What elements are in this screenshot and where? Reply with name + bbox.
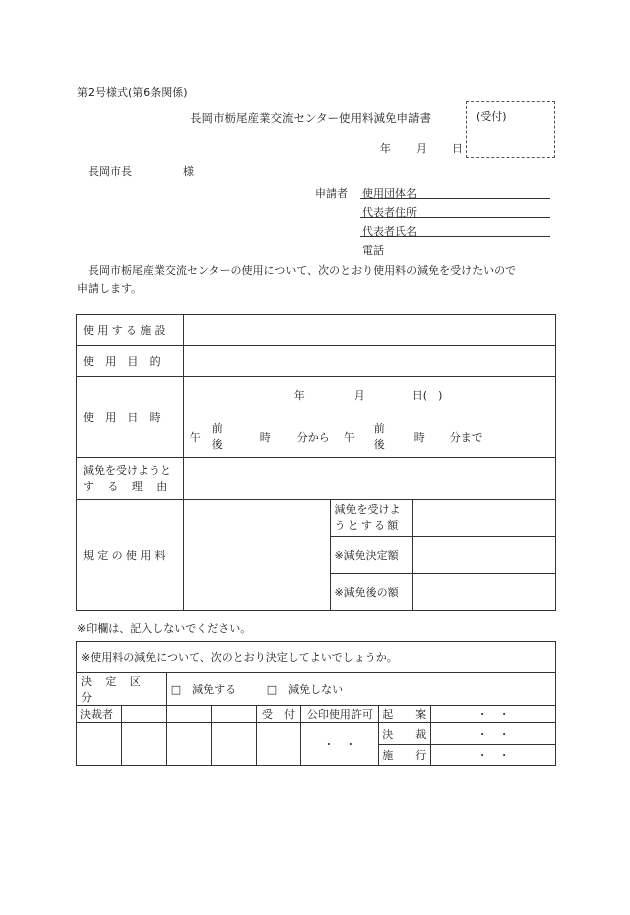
requested-amount-line2: うとする額 [334,519,401,532]
applicant-rep-name: 代表者氏名 [362,225,417,238]
dt-month: 月 [353,389,365,402]
kian-date: ・ ・ [431,706,556,723]
requested-amount-value [413,500,556,537]
address-underline [360,217,550,218]
org-name-underline [360,198,550,199]
fee-label: 規定の使用料 [77,500,184,611]
from-mae: 前 [211,422,223,435]
note-text: ※印欄は、記入しないでください。 [77,622,252,635]
application-table [76,314,556,611]
from-hour: 時 [259,431,271,444]
reason-value [183,458,555,500]
kessai-date: ・ ・ [431,723,556,745]
kian-label: 起 案 [379,706,431,723]
facility-value [183,315,555,346]
receipt-label-cell: 受 付 [256,706,301,723]
option-deny[interactable]: □ 減免しない [266,683,344,696]
intro-text-line2: 申請します。 [77,282,143,295]
rep-name-underline [360,236,550,237]
purpose-label: 使 用 目 的 [77,346,184,377]
datetime-value [183,377,555,458]
approver-stamp-2 [121,723,166,766]
form-number: 第2号様式(第6条関係) [77,86,188,99]
form-title: 長岡市栃尾産業交流センター使用料減免申請書 [190,111,432,125]
facility-label: 使用する施設 [77,315,184,346]
seal-permit-date: ・ ・ [301,723,379,766]
reason-label-line2: す る 理 由 [83,479,173,493]
decided-amount-label: ※減免決定額 [331,537,413,574]
date-day: 日 [452,142,463,155]
after-amount-label: ※減免後の額 [331,574,413,611]
kessai-label: 決 裁 [379,723,431,745]
to-ato: 後 [373,438,385,451]
option-grant[interactable]: □ 減免する [170,683,237,696]
approver-header-4 [211,706,256,723]
decision-options [166,673,555,706]
approver-stamp-1 [77,723,122,766]
fee-value [183,500,331,611]
approver-label: 決裁者 [77,706,122,723]
intro-text-line1: 長岡市栃尾産業交流センターの使用について、次のとおり使用料の減免を受けたいので [88,264,517,277]
receipt-label: (受付) [476,110,507,123]
date-year: 年 [380,142,391,155]
from-minute: 分から [296,431,330,444]
requested-amount-line1: 減免を受けよ [334,503,401,516]
seal-permit-label: 公印使用許可 [301,706,379,723]
approver-stamp-4 [211,723,256,766]
requested-amount-label [331,500,413,537]
datetime-label: 使 用 日 時 [77,377,184,458]
decided-amount-value [413,537,556,574]
reason-label-line1: 減免を受けようと [83,463,171,477]
to-hour: 時 [413,431,425,444]
decision-header: ※使用料の減免について、次のとおり決定してよいでしょうか。 [77,642,556,673]
applicant-phone: 電話 [362,244,384,257]
approver-header-2 [121,706,166,723]
decision-type-label: 決 定 区 分 [77,673,167,706]
decision-table [76,641,556,766]
purpose-value [183,346,555,377]
addressee-honorific: 様 [183,165,194,178]
date-month: 月 [416,142,427,155]
shiko-date: ・ ・ [431,745,556,766]
receipt-stamp [256,723,301,766]
applicant-label: 申請者 [315,187,348,200]
receipt-box [466,101,555,158]
shiko-label: 施 行 [379,745,431,766]
from-gozen: 午 [189,431,201,444]
dt-year: 年 [293,389,305,402]
to-minute: 分まで [449,431,483,444]
dt-day: 日( ) [411,389,443,402]
applicant-address: 代表者住所 [362,206,417,219]
after-amount-value [413,574,556,611]
from-ato: 後 [211,438,223,451]
approver-header-3 [166,706,211,723]
approver-stamp-3 [166,723,211,766]
applicant-org-name: 使用団体名 [362,187,417,200]
to-mae: 前 [373,422,385,435]
addressee-name: 長岡市長 [88,165,132,178]
reason-label [77,458,184,500]
to-gozen: 午 [343,431,355,444]
